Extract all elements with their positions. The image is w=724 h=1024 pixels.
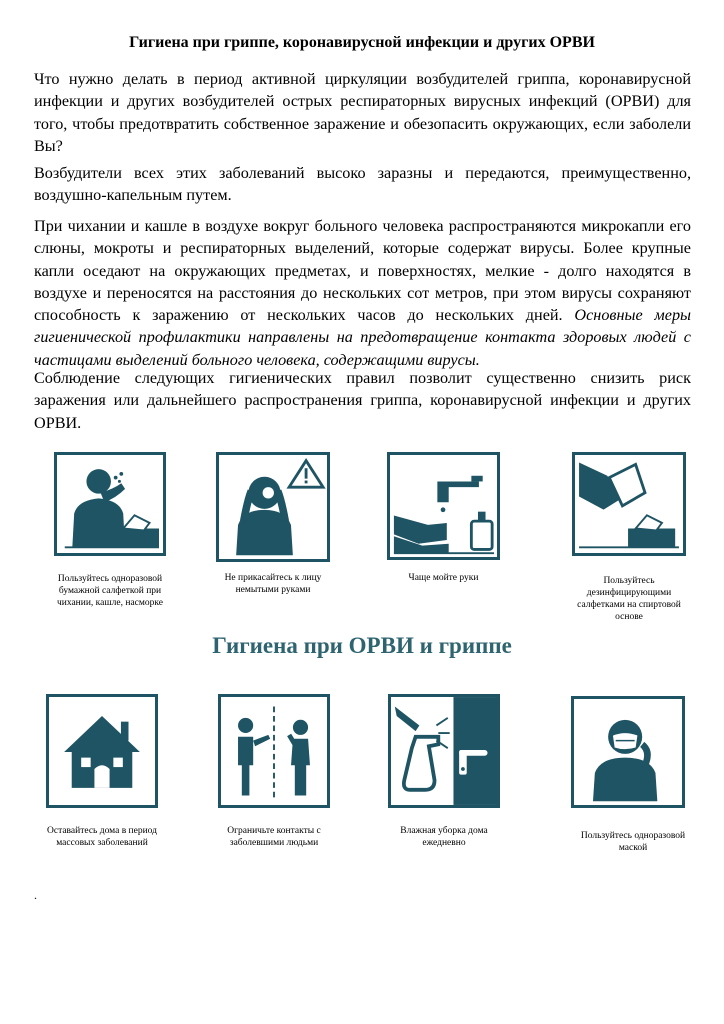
- disinfect-wipes-icon: [572, 452, 686, 556]
- face-mask-icon: [571, 696, 685, 808]
- limit-contacts-caption: Ограничьте контакты с заболевшими людьми: [227, 826, 321, 848]
- document-title: Гигиена при гриппе, коронавирусной инфекции и других ОРВИ: [129, 34, 595, 51]
- hand-wash-icon: [387, 452, 500, 560]
- face-touch-caption: Не прикасайтесь к лицу немытыми руками: [224, 573, 322, 595]
- sneeze-tissue-caption: Пользуйтесь одноразовой бумажной салфеткой при чихании, кашле, насморке: [56, 574, 164, 608]
- face-touch-warning-icon: [216, 452, 330, 562]
- wet-cleaning-caption: Влажная уборка дома ежедневно: [400, 826, 488, 848]
- droplets-text: При чихании и кашле в воздухе вокруг больного человека распространяются микрокапли его слюны, мокроты и респираторных выделений, которые содержат вирусы. Более крупные капли оседают на окружающих предметах, и поверхностях, мелкие - долго находятся в воздухе и переносятся на расстояния до нескольких сот метров, при этом вирусы сохраняют способность к заражению от нескольких часов до нескольких дней.: [34, 217, 691, 325]
- trailing-mark: .: [34, 888, 37, 902]
- transmission-paragraph: Возбудители всех этих заболеваний высоко заразны и передаются, преимущественно, воздушно-капельным путем.: [34, 164, 691, 205]
- droplets-paragraph: [34, 215, 691, 371]
- rules-paragraph: Соблюдение следующих гигиенических правил позволит существенно снизить риск заражения или дальнейшего распространения гриппа, коронавирусной инфекции и других ОРВИ.: [34, 369, 691, 432]
- limit-contacts-icon: [218, 694, 330, 808]
- face-mask-caption: Пользуйтесь одноразовой маской: [580, 831, 686, 853]
- prevention-italic-text: Основные меры гигиенической профилактики направлены на предотвращение контакта здоровых людей с частицами выделений больного человека, содержащими вирусы.: [34, 306, 692, 369]
- stay-home-caption: Оставайтесь дома в период массовых заболеваний: [47, 826, 157, 848]
- hand-wash-caption: Чаще мойте руки: [408, 573, 479, 583]
- disinfect-wipes-caption: Пользуйтесь дезинфицирующими салфетками на спиртовой основе: [577, 576, 681, 622]
- sneeze-tissue-icon: [54, 452, 166, 556]
- stay-home-icon: [46, 694, 158, 808]
- intro-paragraph: Что нужно делать в период активной циркуляции возбудителей гриппа, коронавирусной инфекции и других возбудителей острых респираторных вирусных инфекций (ОРВИ) для того, чтобы предотвратить собственное заражение и обезопасить окружающих, если заболели Вы?: [34, 70, 691, 155]
- hygiene-banner: Гигиена при ОРВИ и гриппе: [212, 633, 512, 658]
- wet-cleaning-icon: [388, 694, 500, 808]
